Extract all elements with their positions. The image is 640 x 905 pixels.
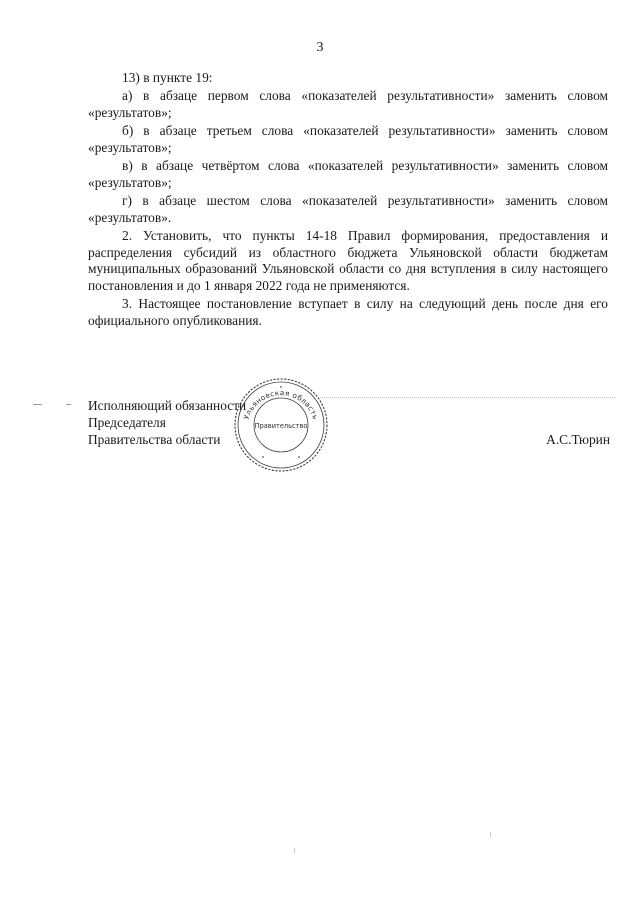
paragraph-subitem-g: г) в абзаце шестом слова «показателей результативности» заменить словом «результатов». xyxy=(88,192,608,225)
paragraph-subitem-a: а) в абзаце первом слова «показателей результативности» заменить словом «результатов»; xyxy=(88,88,608,120)
document-body xyxy=(88,70,608,330)
signature-position-line-1: Исполняющий обязанности xyxy=(88,398,247,413)
paragraph-item-13: 13) в пункте 19: xyxy=(122,70,213,85)
scan-dotted-line xyxy=(320,397,615,398)
scan-speck xyxy=(490,832,491,837)
signature-position-line-3: Правительства области xyxy=(88,432,221,447)
scan-dash-mark xyxy=(33,404,42,405)
signer-name: А.С.Тюрин xyxy=(546,432,610,447)
paragraph-point-3: 3. Настоящее постановление вступает в силу на следующий день после дня его официального опубликования. xyxy=(88,296,608,328)
scan-dash-mark xyxy=(66,404,71,405)
page-number: 3 xyxy=(316,40,324,55)
paragraph-point-2: 2. Установить, что пункты 14-18 Правил формирования, предоставления и распределения субсидий из областного бюджета Ульяновской области бюджетам муниципальных образований Ульяновской области со дня вступления в силу настоящего постановления и до 1 января 2022 года не применяются. xyxy=(88,227,608,293)
official-seal-stamp xyxy=(233,377,329,473)
seal-ring-text: Ульяновская область xyxy=(241,388,321,421)
paragraph-subitem-v: в) в абзаце четвёртом слова «показателей результативности» заменить словом «результатов»; xyxy=(88,158,608,190)
paragraph-subitem-b: б) в абзаце третьем слова «показателей результативности» заменить словом «результатов»; xyxy=(88,123,608,155)
scan-speck xyxy=(294,848,295,853)
seal-center-text: Правительство xyxy=(254,422,308,430)
svg-text:Ульяновская область xyxy=(242,388,321,421)
signature-position-line-2: Председателя xyxy=(88,415,166,430)
